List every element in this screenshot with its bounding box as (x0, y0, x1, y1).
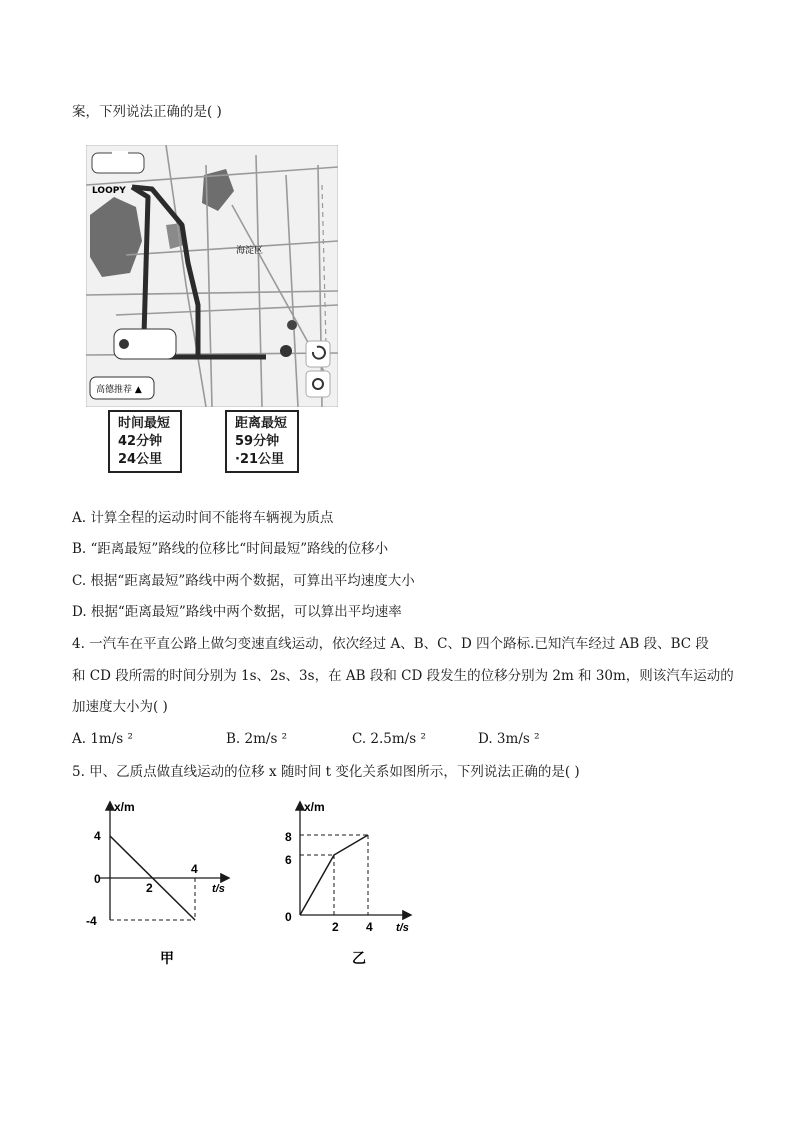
route-title: 距离最短 (235, 416, 288, 431)
y-axis-label: x/m (114, 800, 135, 814)
route-time: 42分钟 (118, 434, 163, 449)
graph-title: 甲 (160, 950, 174, 966)
q4-option-c: C. 2.5m/s ² (352, 731, 426, 747)
map-recommend-button: 高德推荐 ▲ (96, 385, 142, 395)
q3-option-c: C. 根据“距离最短”路线中两个数据，可算出平均速度大小 (72, 573, 415, 589)
q3-option-d: D. 根据“距离最短”路线中两个数据，可以算出平均速率 (72, 604, 402, 620)
q4-stem-line3: 加速度大小为( ) (72, 699, 168, 715)
route-title: 时间最短 (118, 416, 171, 431)
route-distance: 24公里 (118, 452, 163, 467)
route-map-image (86, 145, 338, 407)
route-box-fastest (108, 410, 182, 473)
route-box-shortest (225, 410, 299, 473)
map-label-district: 海淀区 (236, 246, 264, 256)
origin-label: 0 (285, 910, 292, 924)
q3-stem: 案，下列说法正确的是( ) (72, 104, 222, 120)
q3-option-b: B. “距离最短”路线的位移比“时间最短”路线的位移小 (72, 541, 389, 557)
x-axis-label: t/s (212, 883, 225, 895)
q3-option-a: A. 计算全程的运动时间不能将车辆视为质点 (72, 510, 334, 526)
series-line (300, 835, 368, 915)
x-tick-label: 2 (146, 881, 153, 895)
q5-stem: 5. 甲、乙质点做直线运动的位移 x 随时间 t 变化关系如图所示，下列说法正确的是( ) (72, 764, 580, 780)
route-distance: ·21公里 (235, 452, 285, 467)
graph-yi (270, 795, 440, 970)
map-label-loopy: LOOPY (92, 186, 126, 196)
y-tick-label: 6 (285, 853, 292, 867)
q4-option-b: B. 2m/s ² (226, 731, 288, 747)
graph-jia (80, 795, 250, 970)
q4-stem-line1: 4. 一汽车在平直公路上做匀变速直线运动，依次经过 A、B、C、D 四个路标.已知汽车经过 AB 段、BC 段 (72, 636, 709, 652)
x-tick-label: 2 (332, 920, 339, 934)
x-tick-label: 4 (191, 862, 198, 876)
y-tick-label: 0 (94, 872, 101, 886)
y-axis-label: x/m (304, 800, 325, 814)
x-axis-label: t/s (396, 922, 409, 934)
y-tick-label: 4 (94, 829, 101, 843)
y-tick-label: 8 (285, 830, 292, 844)
graph-title: 乙 (352, 950, 366, 966)
x-tick-label: 4 (366, 920, 373, 934)
q4-option-d: D. 3m/s ² (478, 731, 540, 747)
route-time: 59分钟 (235, 434, 280, 449)
y-tick-label: -4 (86, 914, 97, 928)
q4-option-a: A. 1m/s ² (72, 731, 133, 747)
q4-stem-line2: 和 CD 段所需的时间分别为 1s、2s、3s，在 AB 段和 CD 段发生的位移分别为 2m 和 30m，则该汽车运动的 (72, 668, 734, 684)
